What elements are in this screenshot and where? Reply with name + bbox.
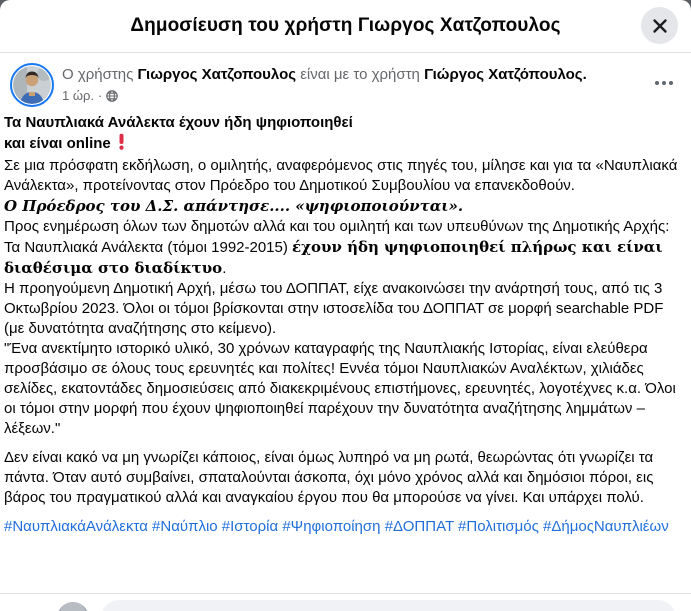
post-head-text bbox=[62, 63, 651, 103]
meta-separator: · bbox=[98, 88, 103, 103]
post-text-run: Τα Ναυπλιακά Ανάλεκτα (τόμοι 1992-2015) bbox=[4, 239, 293, 256]
post-text-block bbox=[4, 217, 684, 237]
post-header bbox=[0, 53, 691, 107]
avatar-photo bbox=[13, 66, 51, 104]
tagged-user-link[interactable]: Γιώργος Χατζόπουλος bbox=[424, 66, 583, 83]
post-text-run: Ο Πρόεδρος του Δ.Σ. απάντησε.... «ψηφιοποιούνται». bbox=[4, 197, 464, 215]
post-text-block bbox=[4, 156, 684, 196]
hashtag-link[interactable]: #ΔήμοςΝαυπλιέων bbox=[543, 518, 669, 535]
post-text-block bbox=[4, 113, 684, 133]
post-text-run: έχουν ήδη ψηφιοποιηθεί πλήρως και είναι διαθέσιμα στο διαδίκτυο bbox=[4, 238, 663, 277]
post bbox=[0, 53, 691, 537]
author-link[interactable]: Γιωργος Χατζοπουλος bbox=[137, 66, 297, 83]
byline-prefix: Ο χρήστης bbox=[62, 66, 138, 83]
post-text-block bbox=[4, 237, 684, 279]
post-byline bbox=[62, 65, 651, 85]
globe-icon bbox=[106, 90, 118, 102]
post-text-run: Τα Ναυπλιακά Ανάλεκτα έχουν ήδη ψηφιοποιηθεί bbox=[4, 114, 353, 131]
post-text-run: και είναι online bbox=[4, 135, 115, 152]
post-text-block bbox=[4, 448, 684, 508]
post-text-run: Δεν είναι κακό να μη γνωρίζει κάποιος, είναι όμως λυπηρό να μη ρωτά, θεωρώντας ότι γνωρίζει τα πάντα. Όταν αυτό συμβαίνει, σπαταλούνται άσκοπα, όχι μόνο χρόνος αλλά και δημόσιοι πόροι, εις βάρος του πραγματικού αλλά και αναγκαίου έργου που θα μπορούσε να γίνει. Και υπάρχει πολύ. bbox=[4, 449, 654, 506]
timestamp-link[interactable]: 1 ώρ. bbox=[62, 88, 94, 103]
byline-suffix: . bbox=[582, 66, 587, 83]
hashtag-link[interactable]: #ΝαυπλιακάΑνάλεκτα bbox=[4, 518, 148, 535]
close-button[interactable] bbox=[641, 7, 678, 44]
hashtag-link[interactable]: #Πολιτισμός bbox=[458, 518, 539, 535]
comment-input[interactable] bbox=[101, 600, 676, 611]
commenter-avatar[interactable] bbox=[57, 602, 89, 611]
post-meta bbox=[62, 88, 651, 103]
hashtag-link[interactable]: #ΔΟΠΠΑΤ bbox=[384, 518, 454, 535]
post-text-block bbox=[4, 517, 684, 537]
post-text-run: Σε μια πρόσφατη εκδήλωση, ο ομιλητής, αναφερόμενος στις πηγές του, μίλησε και για τα «Ναυπλιακά Ανάλεκτα», προτείνοντας στον Πρόεδρο του Δημοτικού Συμβουλίου να επανεκδοθούν. bbox=[4, 157, 678, 194]
dialog-header bbox=[0, 0, 691, 53]
hashtag-link[interactable]: #Ιστορία bbox=[221, 518, 279, 535]
post-text-block bbox=[4, 133, 684, 156]
post-text-block bbox=[4, 339, 684, 439]
post-text-run: "Ένα ανεκτίμητο ιστορικό υλικό, 30 χρόνων καταγραφής της Ναυπλιακής Ιστορίας, είναι ελεύθερα προσβάσιμο σε όλους τους ερευνητές και πολίτες! Εννέα τόμοι Ναυπλιακών Αναλέκτων, χιλιάδες σελίδες, εκατοντάδες δημοσιεύσεις από διακεκριμένους επιστήμονες, ερευνητές, λογοτέχνες κ.α. Όλοι οι τόμοι στην μορφή που έχουν ψηφιοποιηθεί παρέχουν την δυνατότητα αναζήτησης λημμάτων – λέξεων." bbox=[4, 340, 676, 437]
author-avatar[interactable] bbox=[10, 63, 54, 107]
dialog-title: Δημοσίευση του χρήστη Γιωργος Χατζοπουλος bbox=[130, 15, 561, 36]
comment-composer bbox=[0, 593, 691, 611]
three-dots-icon bbox=[655, 81, 673, 85]
close-icon bbox=[650, 16, 670, 36]
post-options-button[interactable] bbox=[651, 73, 677, 93]
post-text-run: Η προηγούμενη Δημοτική Αρχή, μέσω του ΔΟΠΠΑΤ, είχε ανακοινώσει την ανάρτησή τους, από τις 3 Οκτωβρίου 2023. Όλοι οι τόμοι βρίσκονται στην ιστοσελίδα του ΔΟΠΠΑΤ σε μορφή searchable PDF (με δυνατότητα αναζήτησης στο κείμενο). bbox=[4, 280, 664, 337]
post-text-block bbox=[4, 196, 684, 217]
post-text-block bbox=[4, 279, 684, 339]
post-text-run: . bbox=[222, 260, 227, 277]
hashtag-link[interactable]: #Ναύπλιο bbox=[152, 518, 218, 535]
red-exclamation-emoji bbox=[117, 133, 126, 156]
post-body bbox=[0, 107, 691, 537]
post-text-run: Προς ενημέρωση όλων των δημοτών αλλά και του ομιλητή και των υπευθύνων της Δημοτικής Αρχής: bbox=[4, 218, 670, 235]
byline-middle: είναι με το χρήστη bbox=[296, 66, 425, 83]
hashtag-link[interactable]: #Ψηφιοποίηση bbox=[282, 518, 381, 535]
